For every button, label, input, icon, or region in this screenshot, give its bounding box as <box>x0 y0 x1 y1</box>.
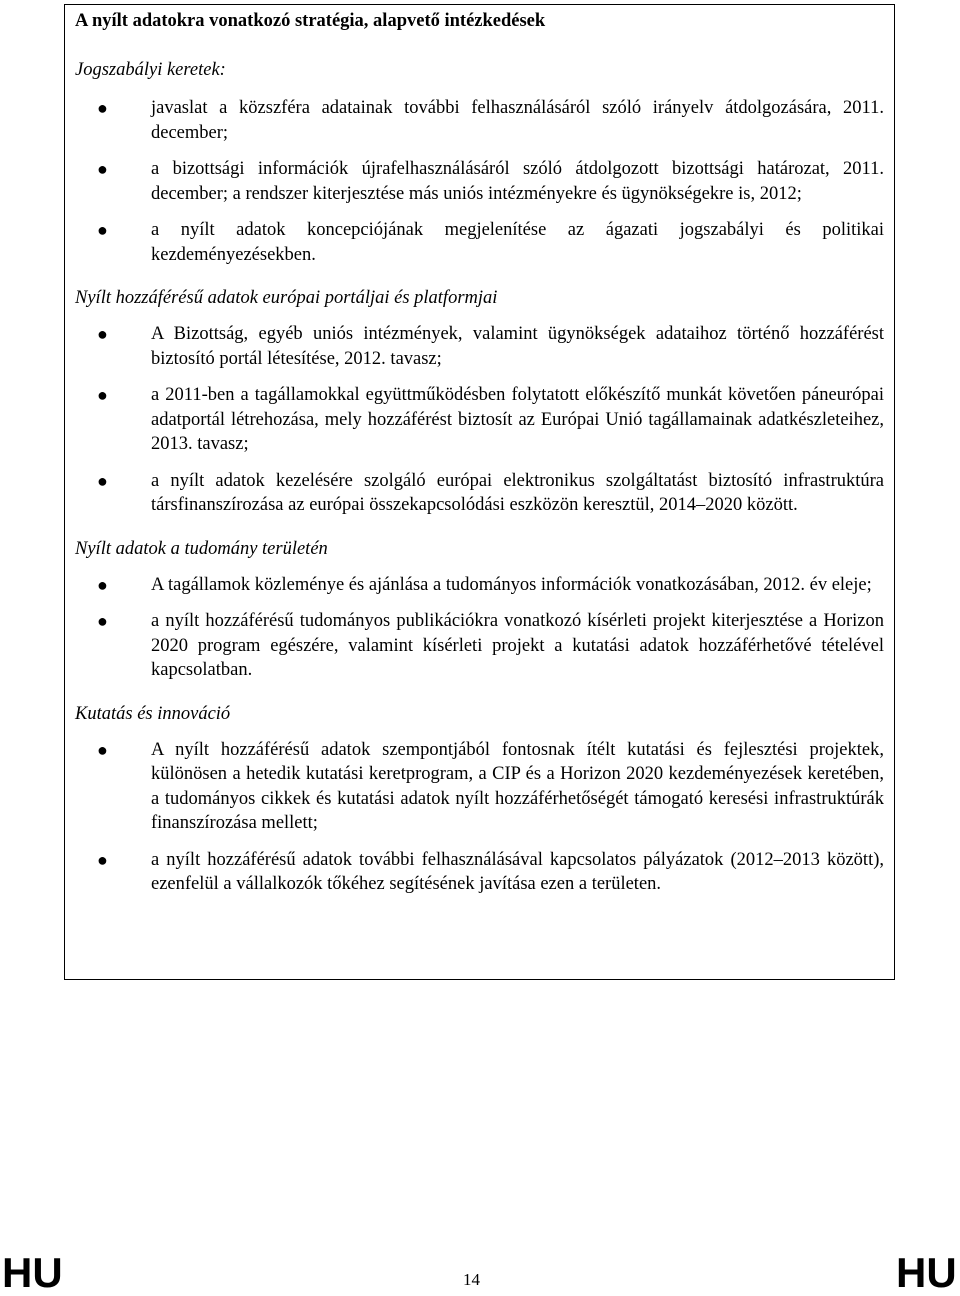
list-item: ● A Bizottság, egyéb uniós intézmények, valamint ügynökségek adataihoz történő hozzáférést biztosító portál létesítése, 2012. tavasz; <box>97 324 884 369</box>
section-title-science: Nyílt adatok a tudomány területén <box>75 538 328 559</box>
list-item: ● a bizottsági információk újrafelhasználásáról szóló átdolgozott bizottsági határozat, 2011. december; a rendszer kiterjesztése más uniós intézményekre és ügynökségekre is, 2012; <box>97 159 884 204</box>
bullet-icon: ● <box>97 159 108 179</box>
bullet-icon: ● <box>97 739 108 760</box>
list-item: ● A tagállamok közleménye és ajánlása a tudományos információk vonatkozásában, 2012. év eleje; <box>75 573 884 598</box>
page-number: 14 <box>463 1270 480 1289</box>
bullet-icon: ● <box>97 324 108 344</box>
bullet-icon: ● <box>97 98 108 118</box>
list-item: ● a 2011-ben a tagállamokkal együttműködésben folytatott előkészítő munkát követően páneurópai adatportál létrehozása, mely hozzáférést biztosít az Európai Unió tagállamainak adatkészleteihez, 2013. tavasz; <box>97 385 884 454</box>
bullet-icon: ● <box>97 220 108 240</box>
list-item: ● a nyílt hozzáférésű tudományos publikációkra vonatkozó kísérleti projekt kiterjesztése a Horizon 2020 program egészére, valamint kísérleti projekt a kutatási adatok hozzáférhetővé tételével kapcsolatban. <box>97 611 884 680</box>
bullet-icon: ● <box>97 611 108 631</box>
box-title: A nyílt adatokra vonatkozó stratégia, alapvető intézkedések <box>75 11 546 31</box>
strategy-box <box>64 4 895 980</box>
list-item: ● javaslat a közszféra adatainak további felhasználásáról szóló irányelv átdolgozására, 2011. december; <box>97 98 884 143</box>
list-item: ● A nyílt hozzáférésű adatok szempontjából fontosnak ítélt kutatási és fejlesztési projektek, különösen a hetedik kutatási keretprogram, a CIP és a Horizon 2020 kezdeményezések keretében, a tudományos cikkek és kutatási adatok nyílt hozzáférhetőségét támogató keresési infrastruktúrák finanszírozása mellett; <box>97 739 884 833</box>
footer-language-left: HU <box>2 1249 63 1296</box>
bullet-icon: ● <box>97 574 108 595</box>
bullet-icon: ● <box>97 849 108 870</box>
legal-framework-list <box>75 96 884 267</box>
list-item: ● a nyílt adatok kezelésére szolgáló európai elektronikus szolgáltatást biztosító infrastruktúra társfinanszírozása az európai összekapcsolódási eszközön keresztül, 2014–2020 között. <box>97 470 884 515</box>
section-title-research: Kutatás és innováció <box>75 703 231 724</box>
section-title-legal-framework: Jogszabályi keretek: <box>75 60 226 80</box>
portals-list <box>75 322 884 518</box>
science-list <box>75 573 884 683</box>
section-title-portals: Nyílt hozzáférésű adatok európai portáljai és platformjai <box>75 288 498 308</box>
research-list <box>75 738 884 897</box>
footer-language-right: HU <box>896 1249 957 1296</box>
list-item: ● a nyílt hozzáférésű adatok további felhasználásával kapcsolatos pályázatok (2012–2013 között), ezenfelül a vállalkozók tőkéhez segítésének javítása ezen a területen. <box>97 849 884 894</box>
bullet-icon: ● <box>97 470 108 491</box>
list-item: ● a nyílt adatok koncepciójának megjelenítése az ágazati jogszabályi és politikai kezdeményezésekben. <box>97 220 884 265</box>
bullet-icon: ● <box>97 385 108 405</box>
